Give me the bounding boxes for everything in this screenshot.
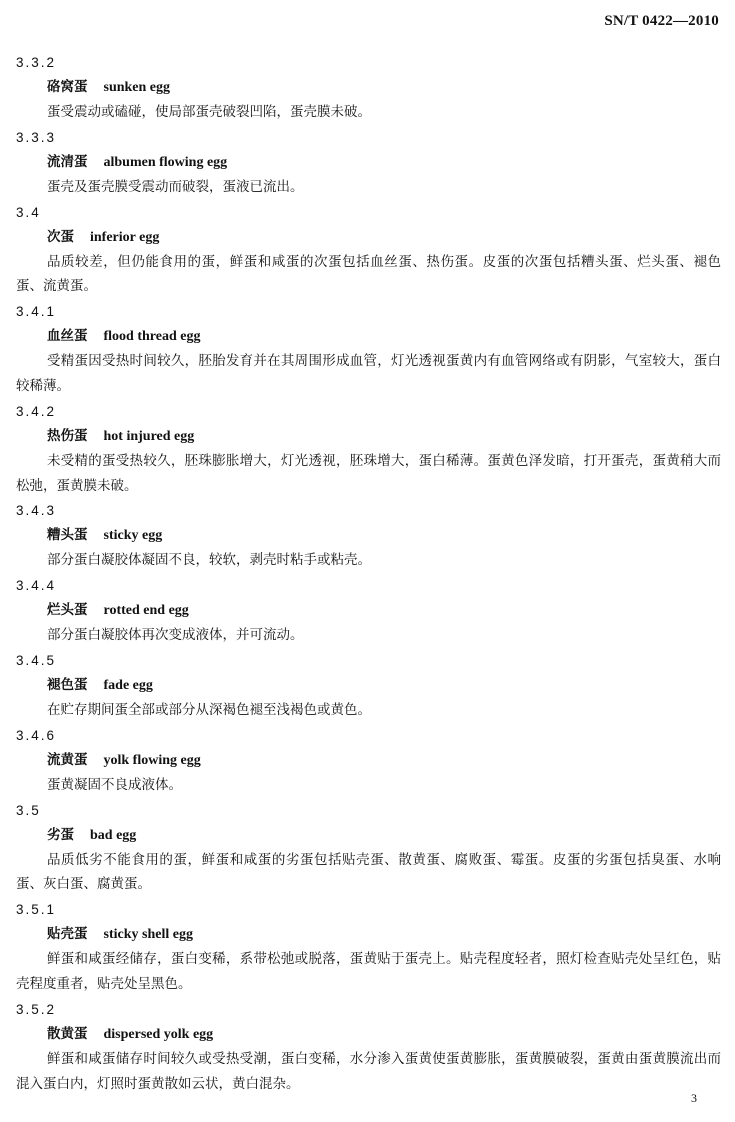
term-heading	[16, 748, 721, 773]
clause-3-4-3	[16, 498, 721, 573]
clause-3-5-1	[16, 897, 721, 997]
term-zh: 硌窝蛋	[47, 79, 88, 95]
term-en: fade egg	[103, 677, 153, 693]
term-heading	[16, 922, 721, 947]
clause-number: 3.4.1	[16, 304, 57, 320]
term-en: sticky shell egg	[103, 927, 193, 943]
clause-number: 3.4.2	[16, 403, 57, 419]
clause-3-4	[16, 200, 721, 300]
clause-number: 3.4.3	[16, 503, 57, 519]
term-heading	[16, 523, 721, 548]
term-definition: 鲜蛋和咸蛋经储存，蛋白变稀，系带松弛或脱落，蛋黄贴于蛋壳上。贴壳程度轻者，照灯检查贴壳处呈红色，贴壳程度重者，贴壳处呈黑色。	[16, 951, 721, 992]
term-zh: 次蛋	[47, 228, 74, 245]
clause-number: 3.5.1	[16, 902, 57, 918]
term-en: sunken egg	[103, 80, 171, 95]
clause-3-5-2	[16, 997, 721, 1097]
clause-number: 3.4.4	[16, 578, 57, 594]
term-definition: 品质较差，但仍能食用的蛋，鲜蛋和咸蛋的次蛋包括血丝蛋、热伤蛋。皮蛋的次蛋包括糟头蛋、烂头蛋、褪色蛋、流黄蛋。	[16, 253, 721, 295]
term-en: rotted end egg	[103, 603, 189, 619]
clause-number: 3.4	[16, 204, 41, 220]
term-definition: 部分蛋白凝胶体再次变成液体，并可流动。	[47, 627, 304, 644]
term-zh: 劣蛋	[47, 826, 74, 843]
term-en: bad egg	[90, 827, 137, 843]
term-heading	[16, 424, 721, 449]
term-definition: 鲜蛋和咸蛋储存时间较久或受热受潮，蛋白变稀，水分渗入蛋黄使蛋黄膨胀，蛋黄膜破裂，蛋黄由蛋黄膜流出而混入蛋白内，灯照时蛋黄散如云状，黄白混杂。	[16, 1050, 721, 1092]
term-heading	[16, 673, 721, 698]
term-en: flood thread egg	[103, 329, 201, 345]
term-zh: 贴壳蛋	[47, 926, 88, 943]
term-heading	[16, 1022, 721, 1047]
term-en: yolk flowing egg	[103, 752, 201, 768]
term-heading	[16, 324, 721, 349]
term-zh: 褪色蛋	[47, 676, 88, 693]
term-definition: 受精蛋因受热时间较久，胚胎发育并在其周围形成血管，灯光透视蛋黄内有血管网络或有阴影，气室较大，蛋白较稀薄。	[16, 353, 721, 394]
clause-3-4-1	[16, 299, 721, 399]
term-en: dispersed yolk egg	[103, 1026, 214, 1042]
clause-3-4-5	[16, 648, 721, 723]
clause-3-4-2	[16, 399, 721, 499]
term-en: sticky egg	[103, 528, 163, 544]
clause-3-4-6	[16, 723, 721, 798]
term-en: albumen flowing egg	[103, 154, 228, 170]
clause-3-4-4	[16, 573, 721, 648]
clause-number: 3.4.6	[16, 727, 57, 743]
clause-number: 3.5.2	[16, 1001, 57, 1017]
term-zh: 烂头蛋	[47, 602, 88, 619]
clause-number: 3.3.2	[16, 55, 57, 70]
term-zh: 血丝蛋	[47, 328, 88, 345]
term-heading	[16, 823, 721, 848]
term-zh: 糟头蛋	[47, 527, 88, 544]
document-body	[16, 50, 721, 1096]
term-en: inferior egg	[90, 229, 160, 245]
clause-number: 3.5	[16, 802, 41, 818]
standard-code: SN/T 0422—2010	[604, 13, 719, 29]
term-definition: 未受精的蛋受热较久，胚珠膨胀增大，灯光透视，胚珠增大，蛋白稀薄。蛋黄色泽发暗，打开蛋壳，蛋黄稍大而松弛，蛋黄膜未破。	[16, 452, 721, 494]
term-definition: 蛋受震动或磕碰，使局部蛋壳破裂凹陷，蛋壳膜未破。	[47, 104, 371, 120]
term-definition: 品质低劣不能食用的蛋，鲜蛋和咸蛋的劣蛋包括贴壳蛋、散黄蛋、腐败蛋、霉蛋。皮蛋的劣蛋包括臭蛋、水响蛋、灰白蛋、腐黄蛋。	[16, 851, 721, 893]
term-zh: 热伤蛋	[47, 427, 88, 444]
clause-number: 3.4.5	[16, 652, 57, 668]
term-heading	[16, 225, 721, 250]
term-en: hot injured egg	[103, 428, 195, 444]
term-zh: 流黄蛋	[47, 751, 88, 768]
clause-3-3-2	[16, 50, 721, 125]
term-heading	[16, 598, 721, 623]
clause-3-3-3	[16, 125, 721, 200]
term-definition: 蛋黄凝固不良成液体。	[47, 776, 182, 793]
term-definition: 蛋壳及蛋壳膜受震动而破裂，蛋液已流出。	[47, 178, 304, 195]
term-zh: 散黄蛋	[47, 1025, 88, 1042]
clause-3-5	[16, 798, 721, 898]
term-heading	[16, 150, 721, 175]
term-zh: 流清蛋	[47, 153, 88, 170]
clause-number: 3.3.3	[16, 129, 57, 145]
term-heading	[16, 75, 721, 100]
term-definition: 在贮存期间蛋全部或部分从深褐色褪至浅褐色或黄色。	[47, 701, 371, 718]
page-number: 3	[691, 1091, 697, 1105]
term-definition: 部分蛋白凝胶体凝固不良，较软，剥壳时粘手或粘壳。	[47, 552, 371, 569]
